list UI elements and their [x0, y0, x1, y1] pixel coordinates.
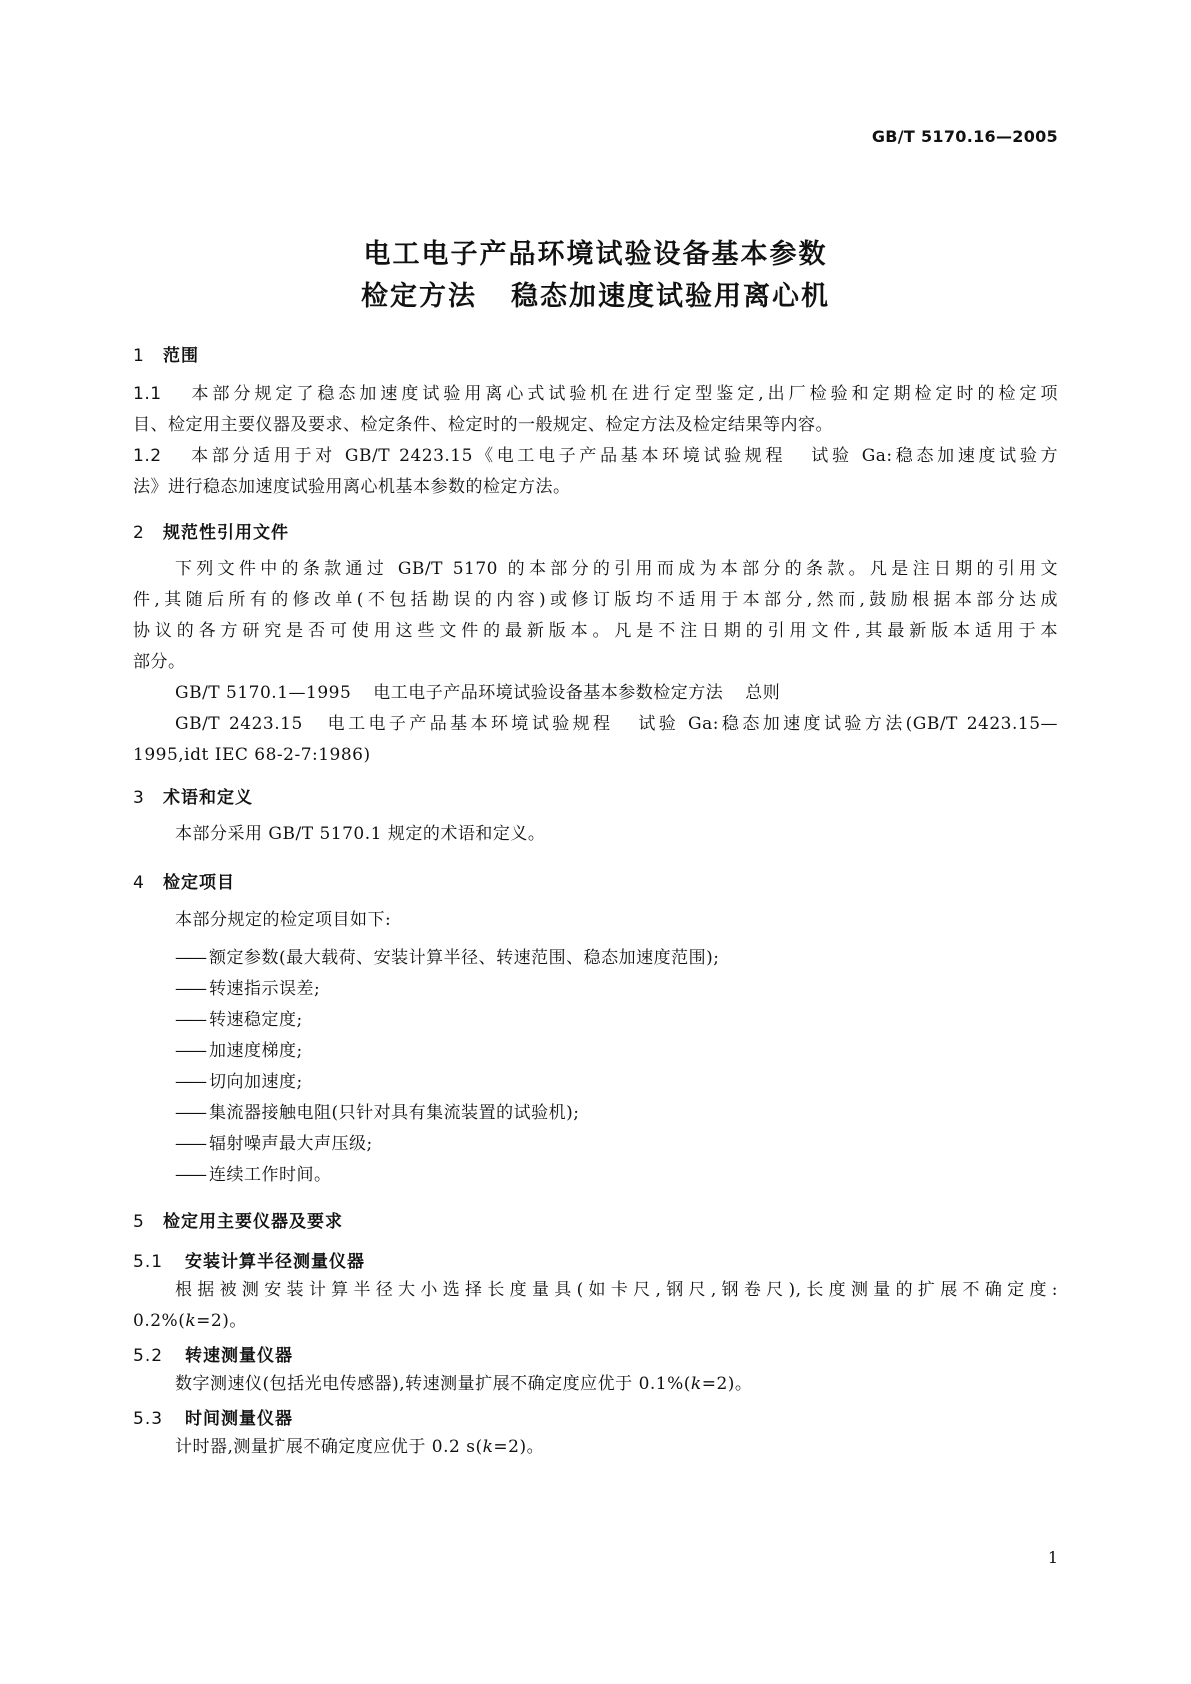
- clause-1-2-line2: 法》进行稳态加速度试验用离心机基本参数的检定方法。: [133, 477, 571, 497]
- list-item: —— 转速指示误差;: [175, 979, 321, 999]
- document-title-line2: [0, 274, 1191, 313]
- section-5-heading: 5 检定用主要仪器及要求: [133, 1212, 343, 1232]
- section-2-para-line2: 件,其随后所有的修改单(不包括勘误的内容)或修订版均不适用于本部分,然而,鼓励根据本部分达成: [133, 590, 1058, 610]
- section-2-heading: 2 规范性引用文件: [133, 523, 289, 543]
- section-2-para-line3: 协议的各方研究是否可使用这些文件的最新版本。凡是不注日期的引用文件,其最新版本适用于本: [133, 621, 1058, 641]
- clause-1-1-line1: 1.1 本部分规定了稳态加速度试验用离心式试验机在进行定型鉴定,出厂检验和定期检定时的检定项: [133, 384, 1058, 404]
- list-item: —— 转速稳定度;: [175, 1010, 303, 1030]
- standard-code: GB/T 5170.16—2005: [871, 127, 1058, 146]
- page-number: 1: [1047, 1548, 1058, 1567]
- section-2-para-line1: 下列文件中的条款通过 GB/T 5170 的本部分的引用而成为本部分的条款。凡是注日期的引用文: [175, 559, 1058, 579]
- clause-1-1-line2: 目、检定用主要仪器及要求、检定条件、检定时的一般规定、检定方法及检定结果等内容。: [133, 415, 833, 435]
- subsection-5-1-line1: 根据被测安装计算半径大小选择长度量具(如卡尺,钢尺,钢卷尺),长度测量的扩展不确定度:: [175, 1280, 1058, 1300]
- subsection-5-2-heading: 5.2 转速测量仪器: [133, 1346, 293, 1366]
- reference-2-line2: 1995,idt IEC 68-2-7:1986): [133, 745, 371, 765]
- list-item: —— 集流器接触电阻(只针对具有集流装置的试验机);: [175, 1103, 580, 1123]
- section-2-para-line4: 部分。: [133, 652, 186, 672]
- subsection-5-1-line2: 0.2%(k=2)。: [133, 1311, 247, 1331]
- section-3-heading: 3 术语和定义: [133, 788, 253, 808]
- list-item: —— 额定参数(最大载荷、安装计算半径、转速范围、稳态加速度范围);: [175, 948, 720, 968]
- title-part-b: 稳态加速度试验用离心机: [511, 281, 830, 312]
- subsection-5-2-line1: 数字测速仪(包括光电传感器),转速测量扩展不确定度应优于 0.1%(k=2)。: [175, 1374, 753, 1394]
- reference-2-line1: GB/T 2423.15 电工电子产品基本环境试验规程 试验 Ga:稳态加速度试验方法(GB/T 2423.15—: [175, 714, 1059, 734]
- list-item: —— 切向加速度;: [175, 1072, 303, 1092]
- section-4-heading: 4 检定项目: [133, 873, 235, 893]
- title-part-a: 检定方法: [361, 281, 477, 312]
- list-item: —— 加速度梯度;: [175, 1041, 303, 1061]
- list-item: —— 连续工作时间。: [175, 1165, 332, 1185]
- subsection-5-3-line1: 计时器,测量扩展不确定度应优于 0.2 s(k=2)。: [175, 1437, 545, 1457]
- reference-1: GB/T 5170.1—1995 电工电子产品环境试验设备基本参数检定方法 总则: [175, 683, 781, 703]
- list-item: —— 辐射噪声最大声压级;: [175, 1134, 373, 1154]
- document-title-line1: 电工电子产品环境试验设备基本参数: [363, 239, 828, 270]
- subsection-5-1-heading: 5.1 安装计算半径测量仪器: [133, 1252, 365, 1272]
- section-1-heading: 1 范围: [133, 346, 199, 366]
- subsection-5-3-heading: 5.3 时间测量仪器: [133, 1409, 293, 1429]
- section-3-para: 本部分采用 GB/T 5170.1 规定的术语和定义。: [175, 824, 546, 844]
- clause-1-2-line1: 1.2 本部分适用于对 GB/T 2423.15《电工电子产品基本环境试验规程 试验 Ga:稳态加速度试验方: [133, 446, 1058, 466]
- section-4-intro: 本部分规定的检定项目如下:: [175, 910, 392, 930]
